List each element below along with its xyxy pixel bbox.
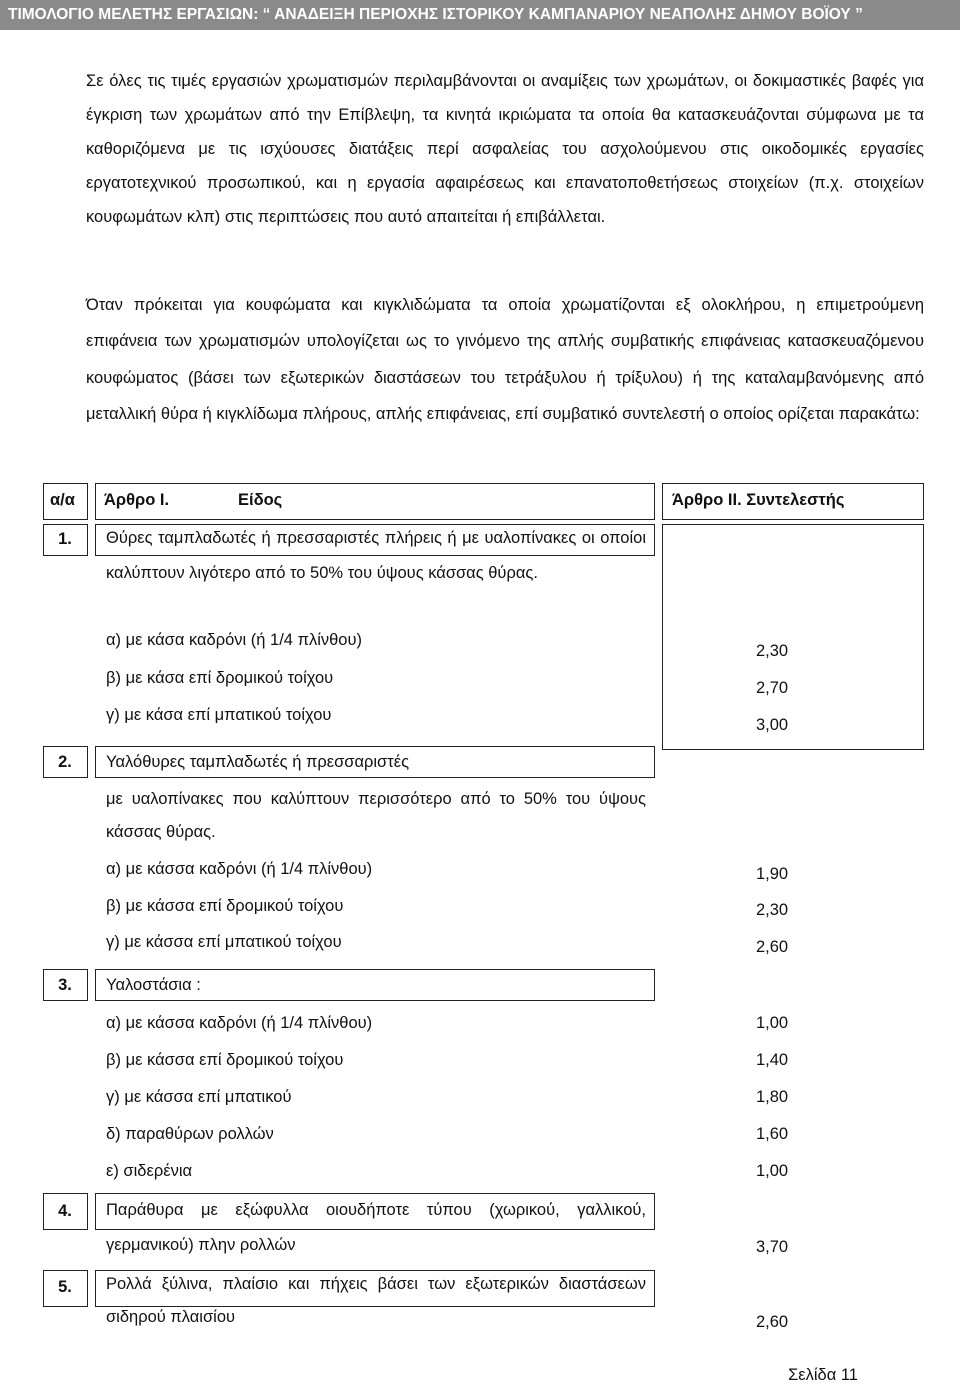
coefficient-value: 1,80: [755, 1088, 789, 1106]
item-number: 2.: [58, 753, 72, 771]
coefficient-value: 1,40: [755, 1051, 789, 1069]
coefficient-value: 1,00: [755, 1162, 789, 1180]
coefficient-value: 2,60: [755, 1313, 789, 1331]
item-number: 1.: [58, 530, 72, 548]
header-article1: Άρθρο Ι.: [104, 491, 170, 509]
item-number: 3.: [58, 976, 72, 994]
coefficient-value: 2,30: [755, 642, 789, 660]
sub-label: β) με κάσσα επί δρομικού τοίχου: [106, 1051, 344, 1069]
sub-label: α) με κάσσα καδρόνι (ή 1/4 πλίνθου): [106, 1014, 373, 1032]
item-description: Υαλόθυρες ταμπλαδωτές ή πρεσσαριστές: [106, 753, 410, 771]
coefficient-value: 3,70: [755, 1238, 789, 1256]
intro-paragraph: Σε όλες τις τιμές εργασιών χρωματισμών περιλαμβάνονται οι αναμίξεις των χρωμάτων, οι δοκιμαστικές βαφές για έγκριση των χρωμάτων από την Επίβλεψη, τα κινητά ικριώματα τα οποία θα κατασκευάζονται σύμφωνα με τα καθοριζόμενα με τις ισχύουσες διατάξεις περί ασφαλείας του ασχολούμενου στις οικοδομικές εργασίες εργατοτεχνικού προσωπικού, και η εργασία αφαιρέσεως και επανατοποθετήσεως στοιχείων (π.χ. στοιχείων κουφωμάτων κλπ) στις περιπτώσεις που αυτό απαιτείται ή επιβάλλεται.: [86, 72, 924, 226]
coefficient-value: 1,60: [755, 1125, 789, 1143]
sub-label: δ) παραθύρων ρολλών: [106, 1125, 274, 1143]
sub-label: α) με κάσα καδρόνι (ή 1/4 πλίνθου): [106, 631, 362, 649]
item-description: Ρολλά ξύλινα, πλαίσιο και πήχεις βάσει των εξωτερικών διαστάσεων σιδηρού πλαισίου: [106, 1275, 646, 1326]
coefficient-value: 1,90: [755, 865, 789, 883]
header-type-cell: [95, 483, 655, 520]
item-description: Θύρες ταμπλαδωτές ή πρεσσαριστές πλήρεις ή με υαλοπίνακες οι οποίοι καλύπτουν λιγότερο από το 50% του ύψους κάσσας θύρας.: [106, 529, 646, 582]
sub-label: ε) σιδερένια: [106, 1162, 193, 1180]
header-aa: α/α: [50, 491, 75, 509]
item-number: 4.: [58, 1202, 72, 1220]
coefficient-value: 2,60: [755, 938, 789, 956]
item-description: Υαλοστάσια :: [106, 976, 201, 994]
document-header: ΤΙΜΟΛΟΓΙΟ ΜΕΛΕΤΗΣ ΕΡΓΑΣΙΩΝ: “ ΑΝΑΔΕΙΞΗ ΠΕΡΙΟΧΗΣ ΙΣΤΟΡΙΚΟΥ ΚΑΜΠΑΝΑΡΙΟΥ ΝΕΑΠΟΛΗΣ ΔΗΜΟΥ ΒΟΪΟΥ ”: [0, 0, 960, 30]
page-number: Σελίδα 11: [788, 1366, 858, 1384]
item-description: Παράθυρα με εξώφυλλα οιουδήποτε τύπου (χωρικού, γαλλικού, γερμανικού) πλην ρολλών: [106, 1201, 646, 1254]
header-article2: Άρθρο ΙΙ. Συντελεστής: [672, 491, 845, 509]
sub-label: γ) με κάσσα επί μπατικού: [106, 1088, 292, 1106]
coefficient-value: 1,00: [755, 1014, 789, 1032]
coefficient-value: 2,30: [755, 901, 789, 919]
coefficient-value: 2,70: [755, 679, 789, 697]
sub-label: β) με κάσσα επί δρομικού τοίχου: [106, 897, 344, 915]
coefficient-value: 3,00: [755, 716, 789, 734]
item-description-cont: με υαλοπίνακες που καλύπτουν περισσότερο από το 50% του ύψους κάσσας θύρας.: [106, 790, 646, 841]
sub-label: γ) με κάσσα επί μπατικού τοίχου: [106, 933, 342, 951]
header-type: Είδος: [238, 491, 283, 509]
item-number: 5.: [58, 1278, 72, 1296]
sub-label: α) με κάσσα καδρόνι (ή 1/4 πλίνθου): [106, 860, 373, 878]
measurement-paragraph: Όταν πρόκειται για κουφώματα και κιγκλιδώματα τα οποία χρωματίζονται εξ ολοκλήρου, η επιμετρούμενη επιφάνεια των χρωματισμών υπολογίζεται ως το γινόμενο της απλής συμβατικής επιφάνειας κατασκευαζόμενου κουφώματος (βάσει των εξωτερικών διαστάσεων του τετράξυλου ή τρίξυλου) ή της καταλαμβανόμενης από μεταλλική θύρα ή κιγκλίδωμα πλήρους, απλής επιφάνειας, επί συμβατικό συντελεστή ο οποίος ορίζεται παρακάτω:: [86, 296, 924, 423]
sub-label: β) με κάσα επί δρομικού τοίχου: [106, 669, 334, 687]
sub-label: γ) με κάσα επί μπατικού τοίχου: [106, 706, 332, 724]
